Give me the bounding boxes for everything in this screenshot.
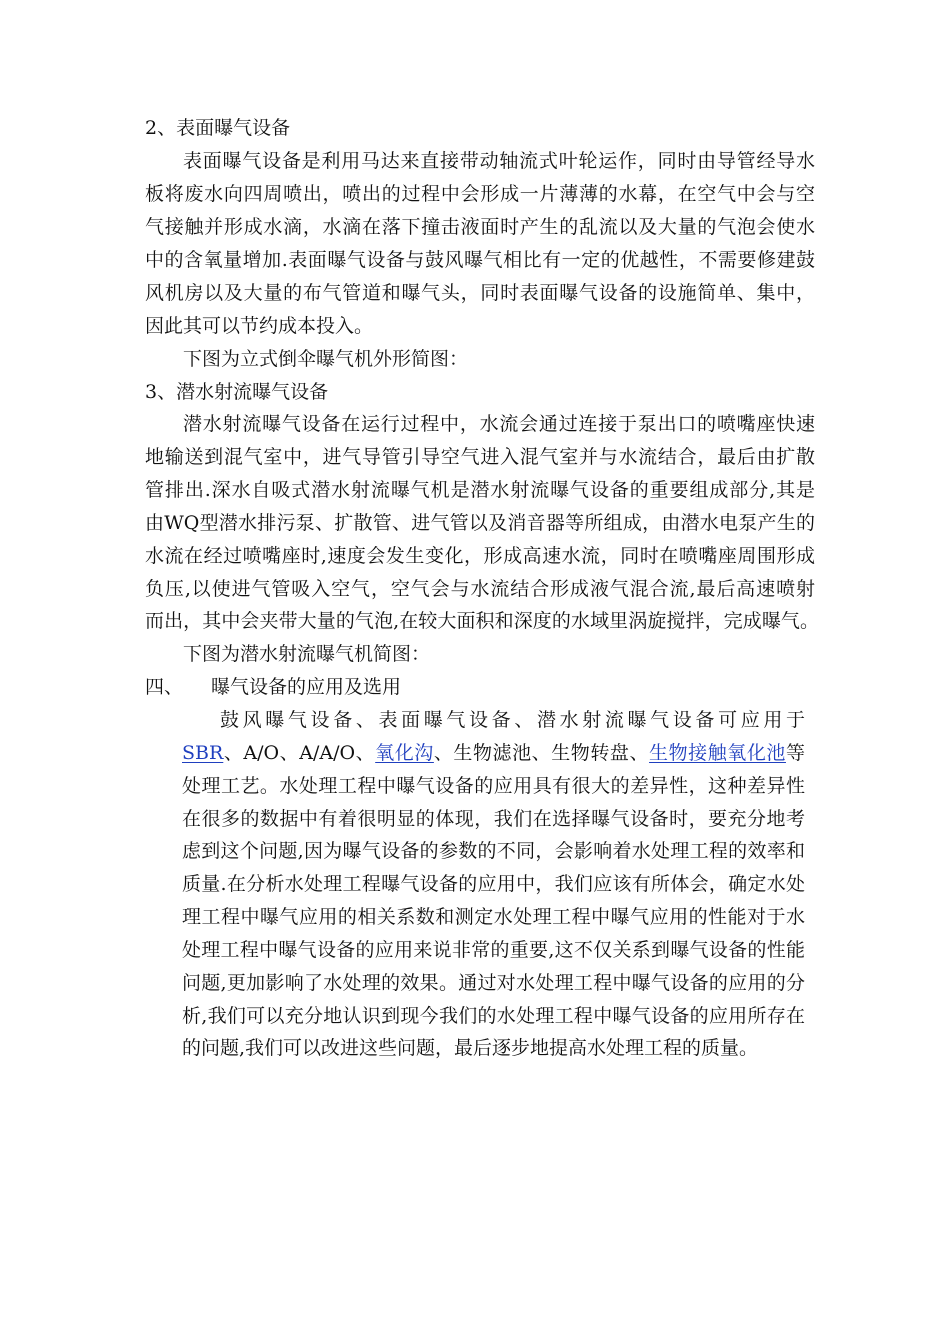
- link-sbr[interactable]: SBR: [182, 742, 224, 764]
- paragraph-line: 由WQ型潜水排污泵、扩散管、进气管以及消音器等所组成，由潜水电泵产生的: [145, 512, 815, 534]
- section-4-number: 四、: [145, 676, 184, 698]
- figure-caption: 下图为立式倒伞曝气机外形简图：: [183, 348, 469, 370]
- paragraph-line: 水流在经过喷嘴座时,速度会发生变化，形成高速水流，同时在喷嘴座周围形成: [145, 545, 815, 567]
- paragraph-line: 而出，其中会夹带大量的气泡,在较大面积和深度的水域里涡旋搅拌，完成曝气。: [145, 610, 819, 632]
- paragraph-line: 管排出.深水自吸式潜水射流曝气机是潜水射流曝气设备的重要组成部分,其是: [145, 479, 815, 501]
- section-4-title: 曝气设备的应用及选用: [211, 676, 402, 698]
- paragraph-line-with-links: [182, 741, 805, 765]
- inline-text: 、生物滤池、生物转盘、: [433, 742, 650, 764]
- paragraph-line: 处理工程中曝气设备的应用来说非常的重要,这不仅关系到曝气设备的性能: [182, 939, 805, 961]
- paragraph-line: 质量.在分析水处理工程曝气设备的应用中，我们应该有所体会，确定水处: [182, 873, 805, 895]
- paragraph-line: 鼓风曝气设备、表面曝气设备、潜水射流曝气设备可应用于: [220, 709, 805, 731]
- figure-caption: 下图为潜水射流曝气机简图：: [183, 643, 431, 665]
- paragraph-line: 中的含氧量增加.表面曝气设备与鼓风曝气相比有一定的优越性，不需要修建鼓: [145, 249, 815, 271]
- paragraph-line: 虑到这个问题,因为曝气设备的参数的不同，会影响着水处理工程的效率和: [182, 840, 805, 862]
- paragraph-line: 因此其可以节约成本投入。: [145, 315, 374, 337]
- section-4-heading: [145, 675, 401, 699]
- paragraph-line: 潜水射流曝气设备在运行过程中，水流会通过连接于泵出口的喷嘴座快速: [183, 413, 815, 435]
- paragraph-line: 板将废水向四周喷出，喷出的过程中会形成一片薄薄的水幕，在空气中会与空: [145, 183, 815, 205]
- paragraph-line: 表面曝气设备是利用马达来直接带动轴流式叶轮运作，同时由导管经导水: [183, 150, 815, 172]
- section-2-heading: 2、表面曝气设备: [145, 117, 291, 139]
- paragraph-line: 理工程中曝气应用的相关系数和测定水处理工程中曝气应用的性能对于水: [182, 906, 805, 928]
- paragraph-line: 在很多的数据中有着很明显的体现，我们在选择曝气设备时，要充分地考: [182, 808, 805, 830]
- paragraph-line: 的问题,我们可以改进这些问题，最后逐步地提高水处理工程的质量。: [182, 1037, 759, 1059]
- paragraph-line: 风机房以及大量的布气管道和曝气头，同时表面曝气设备的设施简单、集中，: [145, 282, 815, 304]
- link-bio-contact-oxidation-tank[interactable]: 生物接触氧化池: [649, 742, 786, 764]
- paragraph-line: 负压,以使进气管吸入空气，空气会与水流结合形成液气混合流,最后高速喷射: [145, 578, 815, 600]
- paragraph-line: 处理工艺。水处理工程中曝气设备的应用具有很大的差异性，这种差异性: [182, 775, 805, 797]
- paragraph-line: 地输送到混气室中，进气导管引导空气进入混气室并与水流结合，最后由扩散: [145, 446, 815, 468]
- link-oxidation-ditch[interactable]: 氧化沟: [375, 742, 434, 764]
- section-3-heading: 3、潜水射流曝气设备: [145, 381, 329, 403]
- paragraph-line: 问题,更加影响了水处理的效果。通过对水处理工程中曝气设备的应用的分: [182, 972, 805, 994]
- paragraph-line: 析,我们可以充分地认识到现今我们的水处理工程中曝气设备的应用所存在: [182, 1005, 805, 1027]
- inline-text: 、A/O、A/A/O、: [223, 742, 376, 764]
- paragraph-line: 气接触并形成水滴，水滴在落下撞击液面时产生的乱流以及大量的气泡会使水: [145, 216, 815, 238]
- inline-text: 等: [785, 742, 805, 764]
